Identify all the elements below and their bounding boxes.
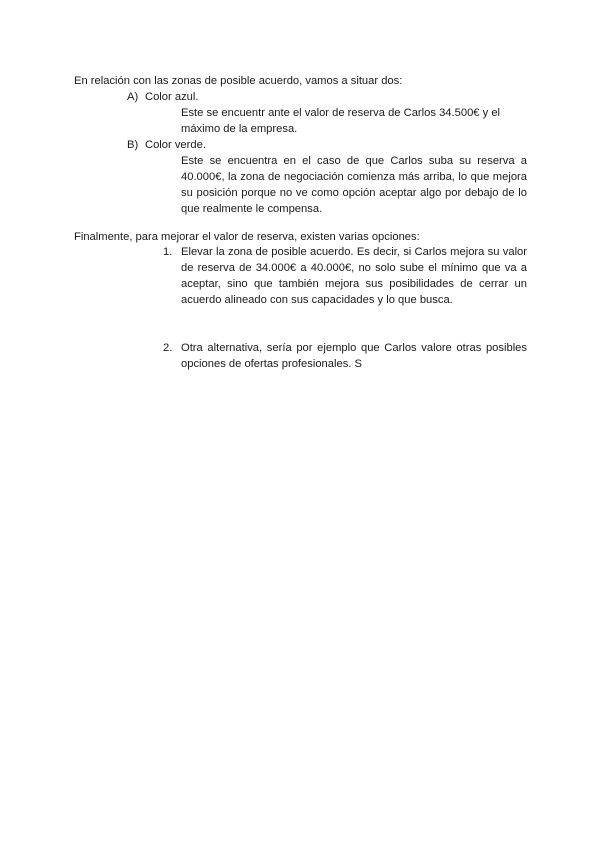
option-1-marker: 1. (163, 246, 173, 258)
option-2-text: Otra alternativa, sería por ejemplo que Carlos valore otras posibles opciones de ofertas profesionales. S (181, 342, 527, 370)
zone-a-marker: A) (127, 91, 139, 103)
intro-paragraph: En relación con las zonas de posible acuerdo, vamos a situar dos: (74, 75, 403, 87)
options-intro-paragraph: Finalmente, para mejorar el valor de reserva, existen varias opciones: (74, 231, 420, 243)
zone-b-title: Color verde. (145, 139, 206, 151)
option-2-marker: 2. (163, 342, 173, 354)
zone-b-marker: B) (127, 139, 139, 151)
zone-b-description: Este se encuentra en el caso de que Carlos suba su reserva a 40.000€, la zona de negociación comienza más arriba, lo que mejora su posición porque no ve como opción aceptar algo por debajo de lo que realmente le compensa. (181, 155, 527, 215)
zone-a-description: Este se encuentr ante el valor de reserva de Carlos 34.500€ y el máximo de la empresa. (181, 107, 501, 135)
option-1-text: Elevar la zona de posible acuerdo. Es decir, si Carlos mejora su valor de reserva de 34.000€ a 40.000€, no solo sube el mínimo que va a aceptar, sino que también mejora sus posibilidades de cerrar un acuerdo alineado con sus capacidades y lo que busca. (181, 246, 527, 306)
zone-a-title: Color azul. (145, 91, 199, 103)
